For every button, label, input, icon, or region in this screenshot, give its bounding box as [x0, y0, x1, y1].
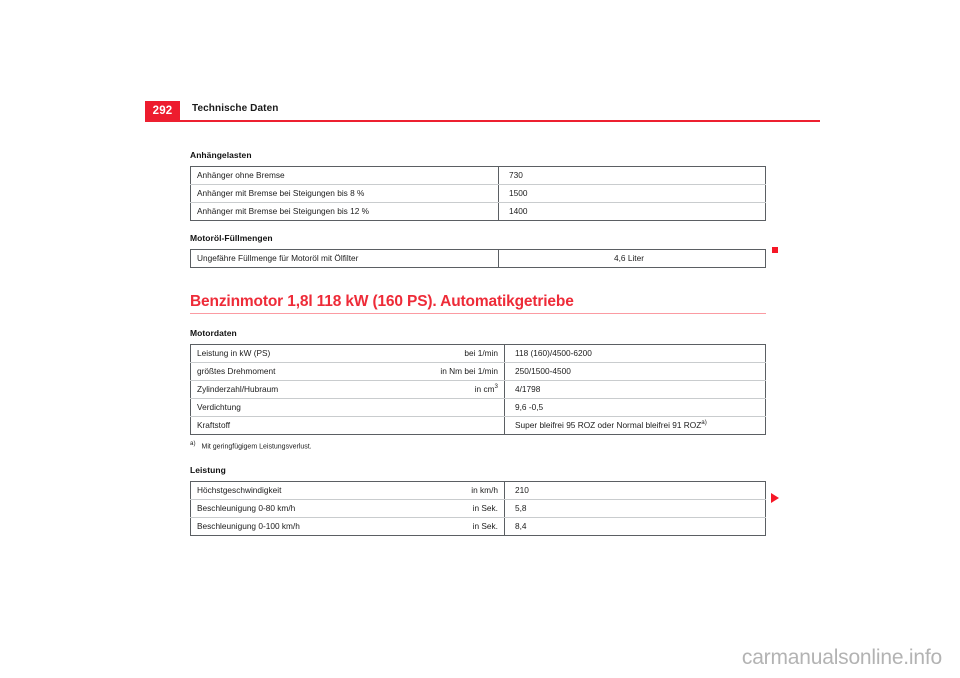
row-value [505, 417, 766, 435]
table-anhaengelasten [190, 166, 766, 221]
row-value-text: Super bleifrei 95 ROZ oder Normal bleifrei 91 ROZ [515, 420, 702, 431]
page-number: 292 [145, 101, 180, 121]
row-label: Beschleunigung 0-80 km/h [191, 499, 369, 517]
row-label: größtes Drehmoment [191, 363, 369, 381]
subhead-motordaten: Motordaten [190, 328, 237, 339]
table-row [191, 499, 766, 517]
table-motordaten [190, 344, 766, 435]
row-label: Beschleunigung 0-100 km/h [197, 520, 300, 531]
page-header [0, 0, 960, 130]
table-row [191, 517, 766, 535]
row-unit: bei 1/min [368, 345, 505, 363]
row-label: Höchstgeschwindigkeit [191, 481, 369, 499]
row-label: Anhänger mit Bremse bei Steigungen bis 8 % [191, 185, 499, 203]
row-label: Verdichtung [191, 399, 369, 417]
row-unit [368, 381, 505, 399]
footnote-text: Mit geringfügigem Leistungsverlust. [201, 443, 312, 451]
row-unit: in Sek. [368, 517, 505, 535]
subhead-motoroel-fuellmengen: Motoröl-Füllmengen [190, 233, 273, 243]
table-row [191, 203, 766, 221]
row-label: Ungefähre Füllmenge für Motoröl mit Ölfilter [191, 250, 499, 268]
table-leistung [190, 481, 766, 536]
subhead-anhaengelasten: Anhängelasten [190, 150, 252, 160]
table-row [191, 481, 766, 499]
continuation-triangle-marker-icon [771, 493, 779, 503]
row-value: 250/1500-4500 [505, 363, 766, 381]
row-unit: in Nm bei 1/min [368, 363, 505, 381]
row-unit: in Sek. [368, 499, 505, 517]
row-value: 4/1798 [505, 381, 766, 399]
row-value: 5,8 [505, 499, 766, 517]
table-row [191, 417, 766, 435]
table-row [191, 399, 766, 417]
table-row [191, 167, 766, 185]
row-value: 210 [505, 481, 766, 499]
page-title: Technische Daten [192, 103, 279, 114]
row-value-footnote-marker: a) [701, 419, 707, 427]
table-row [191, 345, 766, 363]
page-content [190, 150, 770, 536]
subhead-leistung: Leistung [190, 464, 226, 475]
row-value: 4,6 Liter [614, 253, 644, 263]
row-label: Anhänger ohne Bremse [191, 167, 499, 185]
table-row [191, 250, 766, 268]
row-value: 9,6 -0,5 [505, 399, 766, 417]
footnote-marker: a) [190, 440, 196, 448]
row-value: 1500 [499, 185, 766, 203]
section-end-square-marker-icon [772, 247, 778, 253]
row-unit-text: in cm [474, 384, 495, 395]
row-label: Anhänger mit Bremse bei Steigungen bis 12 % [191, 203, 499, 221]
row-unit [368, 399, 505, 417]
table-row [191, 381, 766, 399]
row-unit-superscript: 3 [494, 383, 498, 391]
table-motoroel-fuellmengen [190, 249, 766, 268]
header-divider [145, 120, 820, 122]
row-unit: in km/h [368, 481, 505, 499]
row-value: 8,4 [515, 520, 527, 531]
row-unit [368, 417, 505, 435]
section-heading-divider [190, 313, 766, 314]
row-value: 1400 [509, 206, 528, 216]
footnote-a [190, 439, 770, 452]
row-value: 118 (160)/4500-6200 [505, 345, 766, 363]
row-value: 730 [499, 167, 766, 185]
watermark: carmanualsonline.info [741, 646, 942, 669]
row-label: Leistung in kW (PS) [191, 345, 369, 363]
table-row [191, 363, 766, 381]
section-heading: Benzinmotor 1,8l 118 kW (160 PS). Automatikgetriebe [190, 293, 574, 310]
table-row [191, 185, 766, 203]
row-label: Kraftstoff [197, 420, 231, 431]
row-label: Zylinderzahl/Hubraum [191, 381, 369, 399]
